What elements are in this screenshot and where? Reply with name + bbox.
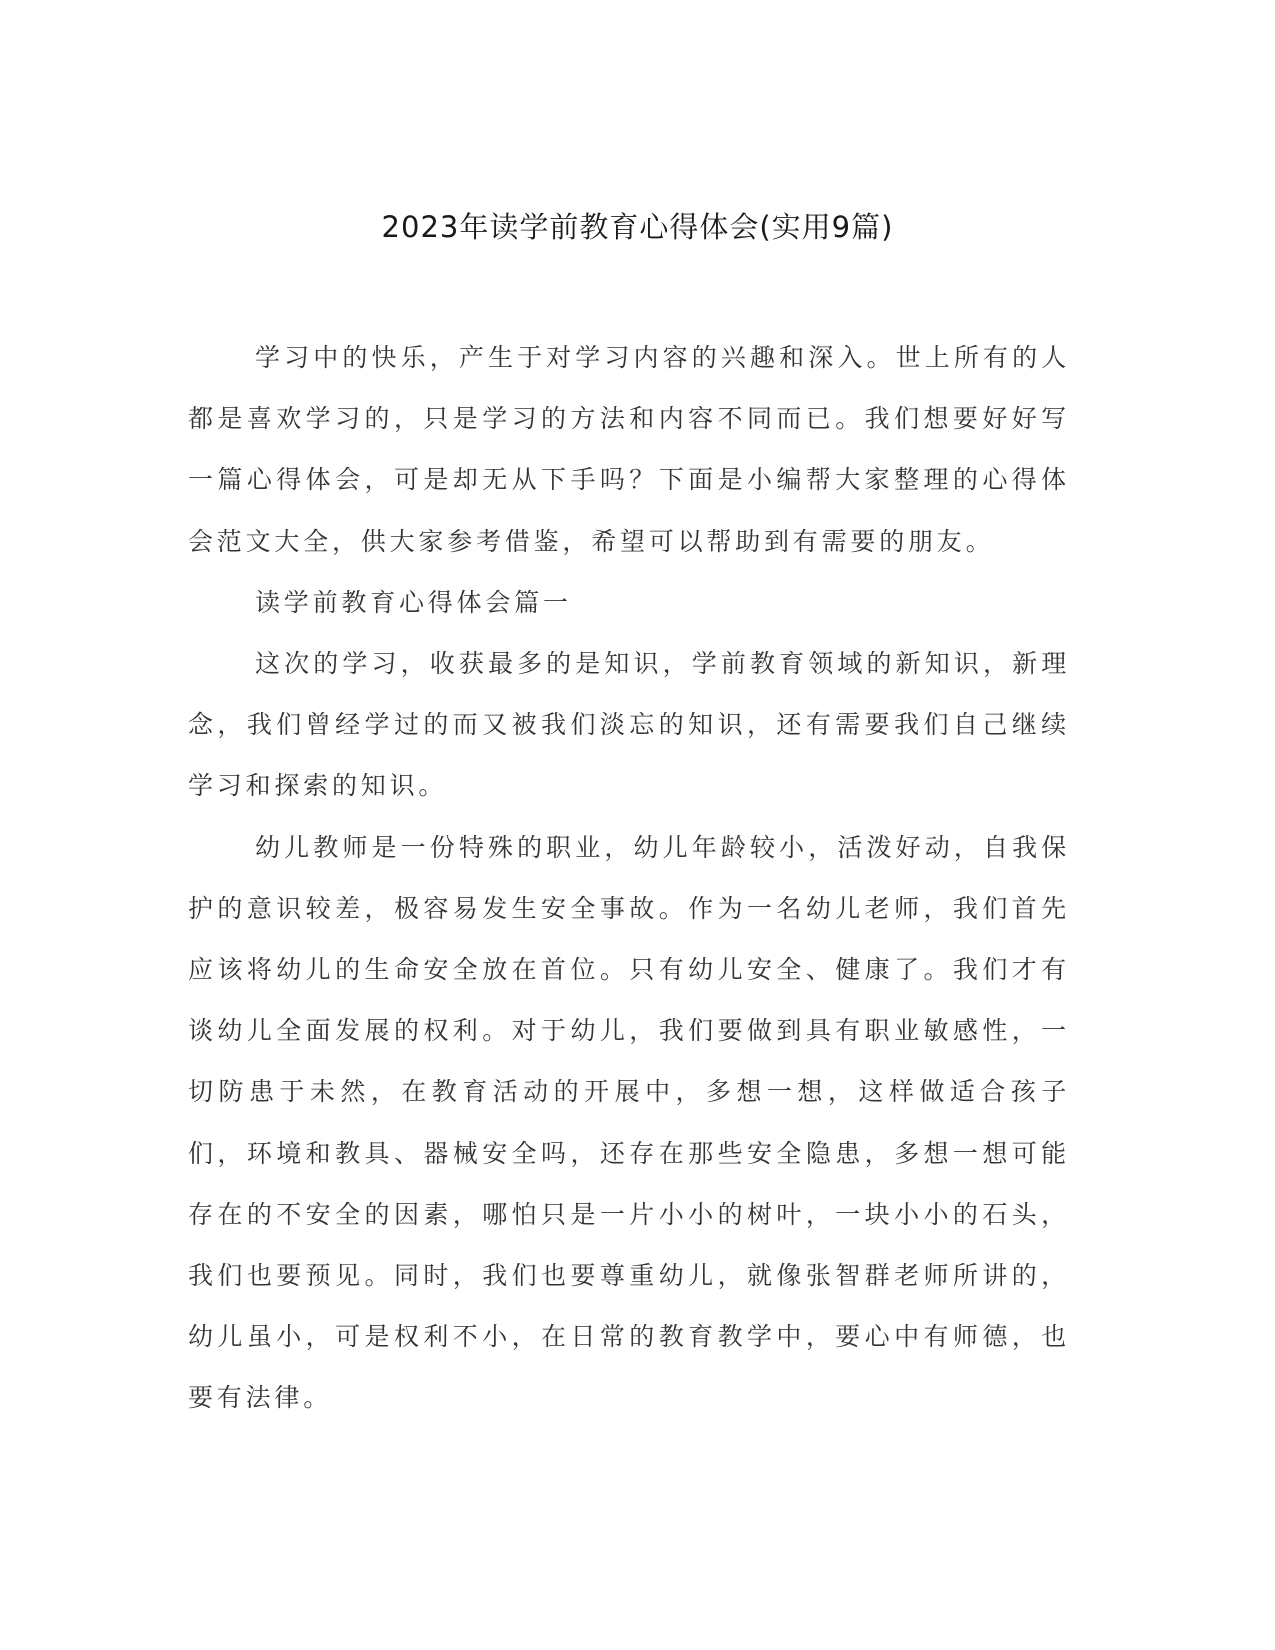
document-title: 2023年读学前教育心得体会(实用9篇)	[381, 210, 894, 244]
section-heading: 读学前教育心得体会篇一	[255, 587, 572, 617]
body-paragraph: 这次的学习，收获最多的是知识，学前教育领域的新知识，新理念，我们曾经学过的而又被我们淡忘的知识，还有需要我们自己继续学习和探索的知识。	[188, 649, 1070, 801]
document-body	[188, 327, 1070, 1429]
intro-paragraph: 学习中的快乐，产生于对学习内容的兴趣和深入。世上所有的人都是喜欢学习的，只是学习的方法和内容不同而已。我们想要好好写一篇心得体会，可是却无从下手吗？下面是小编帮大家整理的心得体会范文大全，供大家参考借鉴，希望可以帮助到有需要的朋友。	[188, 343, 1070, 556]
body-paragraph: 幼儿教师是一份特殊的职业，幼儿年龄较小，活泼好动，自我保护的意识较差，极容易发生安全事故。作为一名幼儿老师，我们首先应该将幼儿的生命安全放在首位。只有幼儿安全、健康了。我们才有谈幼儿全面发展的权利。对于幼儿，我们要做到具有职业敏感性，一切防患于未然，在教育活动的开展中，多想一想，这样做适合孩子们，环境和教具、器械安全吗，还存在那些安全隐患，多想一想可能存在的不安全的因素，哪怕只是一片小小的树叶，一块小小的石头，我们也要预见。同时，我们也要尊重幼儿，就像张智群老师所讲的，幼儿虽小，可是权利不小，在日常的教育教学中，要心中有师德，也要有法律。	[188, 832, 1070, 1413]
